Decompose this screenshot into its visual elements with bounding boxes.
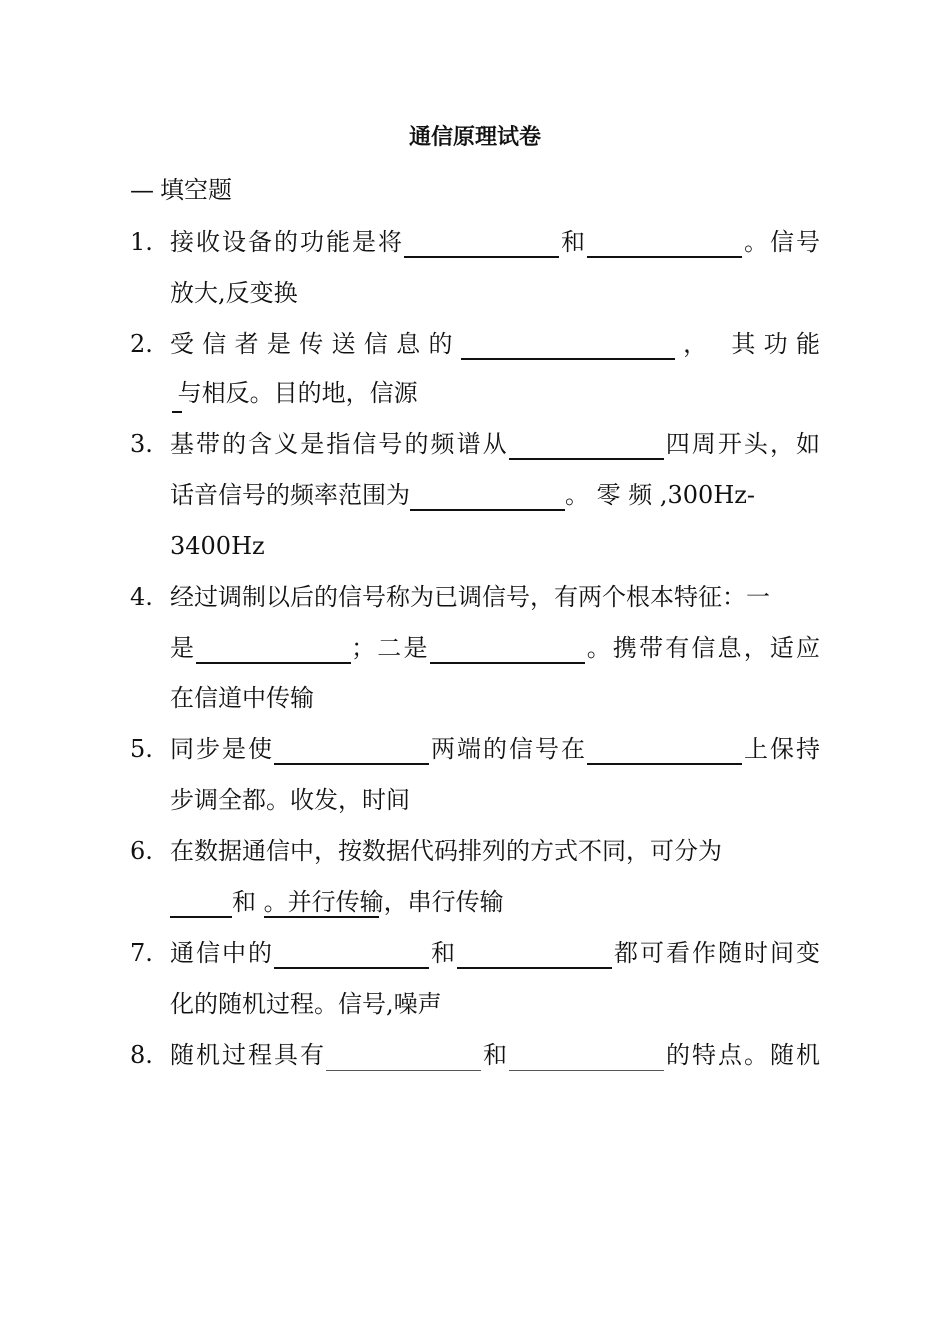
question-text: 两端的信号在 xyxy=(429,735,587,763)
answer-blank[interactable] xyxy=(587,226,742,258)
page-title: 通信原理试卷 xyxy=(408,125,541,150)
question-number: 4. xyxy=(130,583,153,611)
question-3-line-2 xyxy=(170,477,820,513)
question-text: 。并行传输，串行传输 xyxy=(263,888,504,916)
question-4-answer: 在信道中传输 xyxy=(170,684,314,712)
answer-blank[interactable] xyxy=(196,632,351,664)
answer-blank[interactable] xyxy=(274,937,429,969)
answer-blank[interactable] xyxy=(404,226,559,258)
question-text: 是 xyxy=(170,634,197,662)
question-text: 和 xyxy=(481,1041,509,1069)
question-number: 5. xyxy=(130,735,153,763)
question-number: 2. xyxy=(130,330,153,358)
question-text: 通信中的 xyxy=(170,939,274,967)
answer-blank[interactable] xyxy=(430,632,585,664)
question-text: 。携带有信息，适应 xyxy=(584,634,821,662)
section-heading xyxy=(130,172,232,208)
question-number: 3. xyxy=(130,430,153,458)
question-text: 和 xyxy=(559,228,587,256)
question-text: 和 xyxy=(232,888,256,916)
answer-blank[interactable] xyxy=(509,428,664,460)
question-text: 基带的含义是指信号的频谱从 xyxy=(170,430,509,458)
question-text: 与相反。目的地，信源 xyxy=(177,379,418,407)
question-5-line-1 xyxy=(170,731,820,767)
question-text: 话音信号的频率范围为 xyxy=(170,481,410,509)
question-4-line-2 xyxy=(170,630,820,666)
answer-blank[interactable] xyxy=(509,1040,664,1071)
question-1-line-1 xyxy=(170,224,820,260)
answer-blank[interactable] xyxy=(326,1040,481,1071)
question-7-line-1 xyxy=(170,935,820,971)
section-label: 填空题 xyxy=(160,176,232,204)
question-text: 接收设备的功能是将 xyxy=(170,228,404,256)
question-5-answer: 步调全都。收发，时间 xyxy=(170,786,410,814)
question-text: ；二是 xyxy=(351,634,430,662)
question-2-answer xyxy=(170,375,820,411)
answer-blank[interactable] xyxy=(457,937,612,969)
answer-blank[interactable] xyxy=(587,733,742,765)
question-text: ， 其功能 xyxy=(674,330,820,358)
question-text: 受信者是传送信息的 xyxy=(170,330,461,358)
answer-blank[interactable] xyxy=(410,479,565,511)
section-dash: — xyxy=(130,176,154,204)
answer-blank[interactable] xyxy=(170,886,232,918)
question-text: 。 零 频 ,300Hz- xyxy=(565,481,756,509)
question-3-line-1 xyxy=(170,426,820,462)
answer-blank[interactable] xyxy=(274,733,429,765)
question-text: 和 xyxy=(429,939,457,967)
question-1-answer: 放大,反变换 xyxy=(170,279,298,307)
question-text: 。信号 xyxy=(742,228,820,256)
question-4-line-1: 经过调制以后的信号称为已调信号，有两个根本特征：一 xyxy=(170,583,770,611)
question-text: 的特点。随机 xyxy=(664,1041,820,1069)
question-number: 1. xyxy=(130,228,153,256)
answer-blank[interactable] xyxy=(461,328,675,360)
question-6-line-1: 在数据通信中，按数据代码排列的方式不同，可分为 xyxy=(170,837,722,865)
question-text: 随机过程具有 xyxy=(170,1041,326,1069)
question-6-line-2 xyxy=(170,884,820,920)
question-text: 上保持 xyxy=(742,735,820,763)
question-number: 8. xyxy=(130,1041,153,1069)
question-text: 四周开头，如 xyxy=(663,430,821,458)
question-3-answer: 3400Hz xyxy=(170,532,265,560)
question-number: 7. xyxy=(130,939,153,967)
question-8-line-1 xyxy=(170,1037,820,1073)
short-underline xyxy=(172,411,182,413)
question-2-line-1 xyxy=(170,326,820,362)
question-text: 都可看作随时间变 xyxy=(612,939,820,967)
question-text: 同步是使 xyxy=(170,735,274,763)
question-number: 6. xyxy=(130,837,153,865)
question-7-answer: 化的随机过程。信号,噪声 xyxy=(170,990,442,1018)
